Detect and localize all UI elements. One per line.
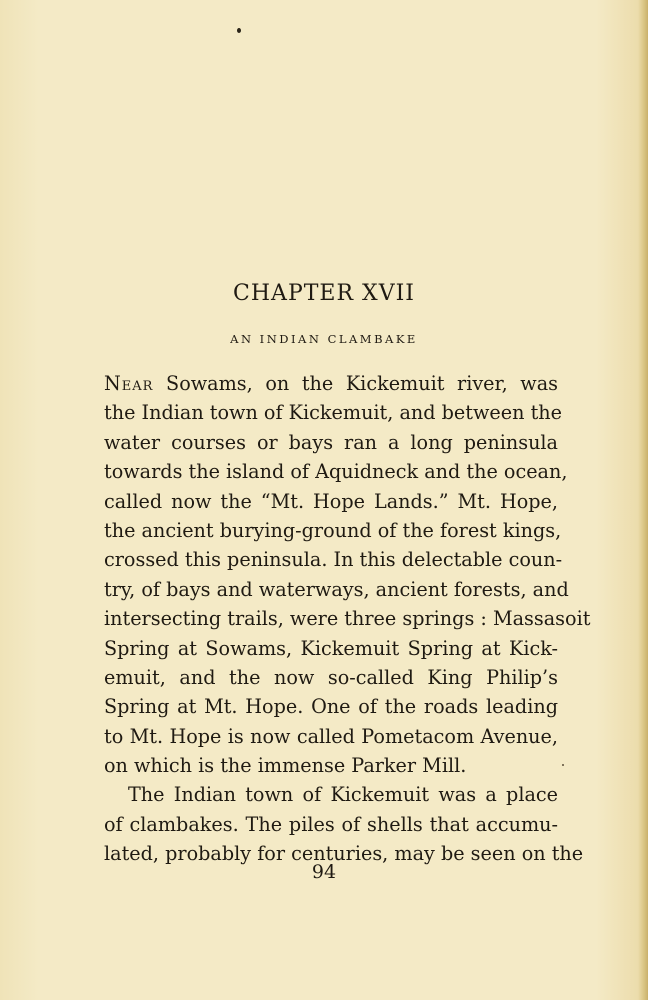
text-line: called now the “Mt. Hope Lands.” Mt. Hope, — [104, 489, 558, 513]
text-line: The Indian town of Kickemuit was a place — [128, 783, 558, 807]
text-line: lated, probably for centuries, may be seen on the — [104, 842, 584, 866]
page-number: 94 — [311, 861, 337, 883]
text-line: on which is the immense Parker Mill. — [104, 754, 467, 778]
text-line: try, of bays and waterways, ancient forests, and — [104, 577, 569, 601]
text-line: water courses or bays ran a long peninsula — [104, 430, 558, 454]
page-edge-shadow — [638, 0, 648, 1000]
text-line: crossed this peninsula. In this delectable coun- — [104, 548, 563, 572]
body-text — [104, 369, 591, 869]
text-line: to Mt. Hope is now called Pometacom Avenue, — [104, 724, 558, 748]
text-line: Spring at Mt. Hope. One of the roads leading — [104, 695, 558, 719]
text-line: emuit, and the now so-called King Philip’s — [104, 665, 558, 689]
chapter-title: CHAPTER XVII — [233, 281, 415, 306]
text-line: towards the island of Aquidneck and the ocean, — [104, 460, 568, 484]
text-line: the Indian town of Kickemuit, and between the — [104, 401, 563, 425]
margin-dot — [562, 764, 564, 766]
text-line: of clambakes. The piles of shells that accumu- — [104, 812, 558, 836]
text-line — [104, 369, 558, 398]
drop-word: Near — [104, 372, 154, 395]
text-line: Spring at Sowams, Kickemuit Spring at Kick- — [104, 636, 558, 660]
text-line: intersecting trails, were three springs : Massasoit — [104, 607, 591, 631]
text-line-content: Sowams, on the Kickemuit river, was — [153, 372, 558, 395]
text-line: the ancient burying-ground of the forest kings, — [104, 518, 562, 542]
ink-speck — [237, 28, 241, 33]
chapter-subtitle: AN INDIAN CLAMBAKE — [230, 332, 418, 346]
